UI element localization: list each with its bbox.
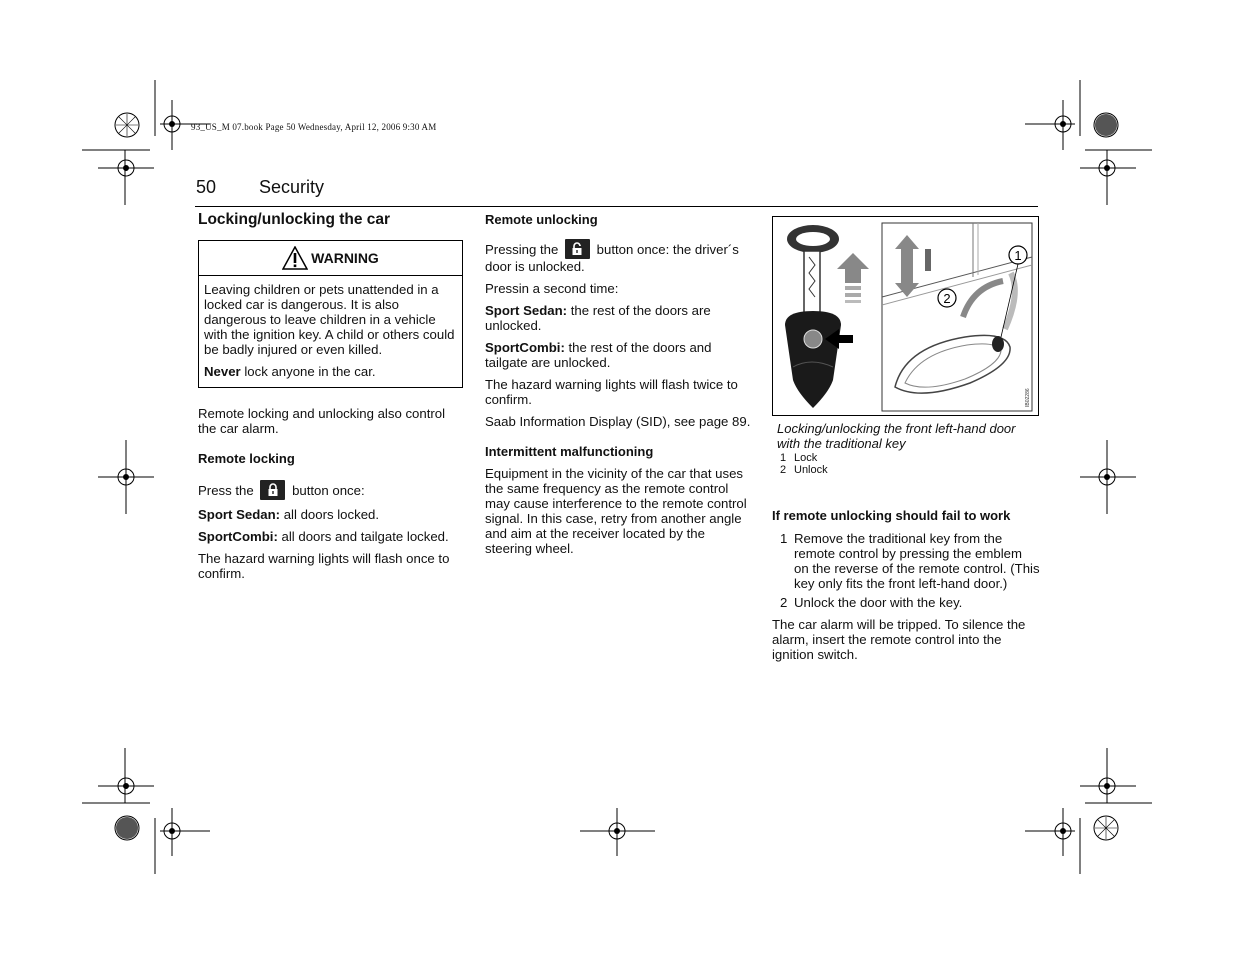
alarm-text: The car alarm will be tripped. To silence the alarm, insert the remote control into the ignition switch.	[772, 617, 1026, 662]
print-slug: 93_US_M 07.book Page 50 Wednesday, April 12, 2006 9:30 AM	[191, 122, 437, 132]
fail-steps	[772, 531, 1040, 610]
sport-sedan-lock: Sport Sedan: all doors locked.	[198, 507, 380, 522]
warning-title: WARNING	[311, 249, 379, 266]
legend-item: 1 Lock	[780, 452, 818, 464]
step-item: 2 Unlock the door with the key.	[780, 595, 963, 610]
hazard-lock-text: The hazard warning lights will flash once to confirm.	[198, 551, 450, 581]
remote-unlocking-heading: Remote unlocking	[485, 212, 598, 227]
remote-key-icon	[785, 225, 841, 408]
hazard-unlock-text: The hazard warning lights will flash twice to confirm.	[485, 377, 738, 407]
figure-legend	[780, 452, 828, 476]
page-number: 50	[196, 177, 217, 197]
step-item: 1 Remove the traditional key from the remote control by pressing the emblem on the reverse of the remote control. (This key only fits the front left-hand door.)	[780, 531, 1040, 591]
legend-item: 2 Unlock	[780, 464, 828, 476]
column-middle	[485, 212, 753, 563]
up-arrow-icon	[837, 253, 869, 303]
sportcombi-unlock: SportCombi: the rest of the doors and tailgate are unlocked.	[485, 340, 712, 370]
illustration-drawing	[773, 217, 1038, 415]
warning-header	[199, 241, 462, 276]
column-left	[198, 212, 463, 588]
warning-never: Never lock anyone in the car.	[204, 364, 376, 379]
press-second-time: Pressin a second time:	[485, 281, 619, 296]
sid-reference: Saab Information Display (SID), see page 89.	[485, 414, 751, 429]
callout-1: 1	[1014, 248, 1022, 263]
warning-body	[199, 276, 462, 387]
sport-sedan-unlock: Sport Sedan: the rest of the doors are unlocked.	[485, 303, 711, 333]
key-door-illustration	[772, 216, 1039, 416]
sportcombi-lock: SportCombi: all doors and tailgate locked.	[198, 529, 449, 544]
warning-text: Leaving children or pets unattended in a locked car is dangerous. It is also dangerous to leave children in a vehicle with the ignition key. A child or others could be badly injured or even killed.	[204, 282, 455, 357]
section-heading: Locking/unlocking the car	[198, 211, 391, 228]
remote-unlocking-instruction: Pressing the button once: the driver´s door is unlocked.	[485, 239, 753, 274]
warning-box	[198, 240, 463, 388]
fail-heading: If remote unlocking should fail to work	[772, 508, 1011, 523]
figure-caption: Locking/unlocking the front left-hand door with the traditional key	[777, 421, 1016, 451]
figure-code: IB02286	[1025, 388, 1031, 407]
column-right	[772, 508, 1040, 669]
section-title: Security	[259, 177, 325, 197]
padlock-closed-icon	[260, 480, 285, 500]
header-rule	[195, 206, 1038, 207]
intro-text: Remote locking and unlocking also control the car alarm.	[198, 406, 446, 436]
intermittent-text: Equipment in the vicinity of the car that uses the same frequency as the remote control may cause interference to the remote control signal. In this case, retry from another angle and aim at the receiver located by the steering wheel.	[485, 466, 747, 556]
callout-2: 2	[943, 291, 951, 306]
remote-locking-heading: Remote locking	[198, 451, 295, 466]
intermittent-heading: Intermittent malfunctioning	[485, 444, 654, 459]
remote-locking-instruction: Press the button once:	[198, 480, 463, 500]
padlock-open-icon	[565, 239, 590, 259]
warning-triangle-icon	[282, 246, 308, 270]
